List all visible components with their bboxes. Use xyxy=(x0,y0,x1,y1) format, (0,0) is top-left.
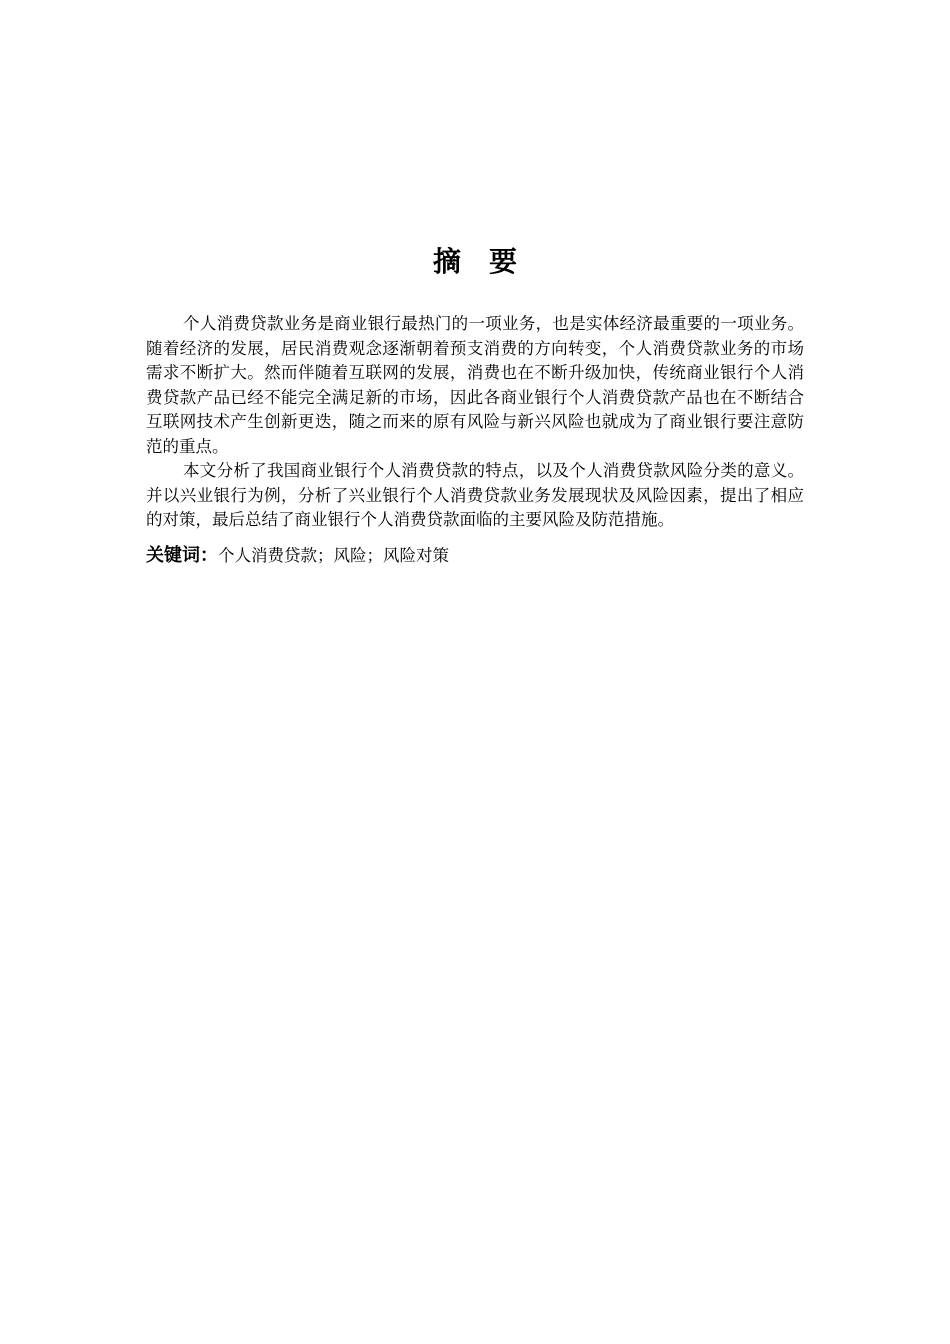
keywords-line xyxy=(146,544,804,568)
abstract-paragraph-1: 个人消费贷款业务是商业银行最热门的一项业务，也是实体经济最重要的一项业务。随着经济的发展，居民消费观念逐渐朝着预支消费的方向转变，个人消费贷款业务的市场需求不断扩大。然而伴随着互联网的发展，消费也在不断升级加快，传统商业银行个人消费贷款产品已经不能完全满足新的市场，因此各商业银行个人消费贷款产品也在不断结合互联网技术产生创新更迭，随之而来的原有风险与新兴风险也就成为了商业银行要注意防范的重点。 xyxy=(146,314,804,456)
abstract-title: 摘要 xyxy=(432,245,545,278)
keywords-label: 关键词： xyxy=(146,544,218,566)
abstract-paragraph-2: 本文分析了我国商业银行个人消费贷款的特点，以及个人消费贷款风险分类的意义。并以兴业银行为例，分析了兴业银行个人消费贷款业务发展现状及风险因素，提出了相应的对策，最后总结了商业银行个人消费贷款面临的主要风险及防范措施。 xyxy=(146,461,804,529)
keywords-value: 个人消费贷款；风险；风险对策 xyxy=(218,545,449,565)
abstract-body xyxy=(146,312,804,568)
